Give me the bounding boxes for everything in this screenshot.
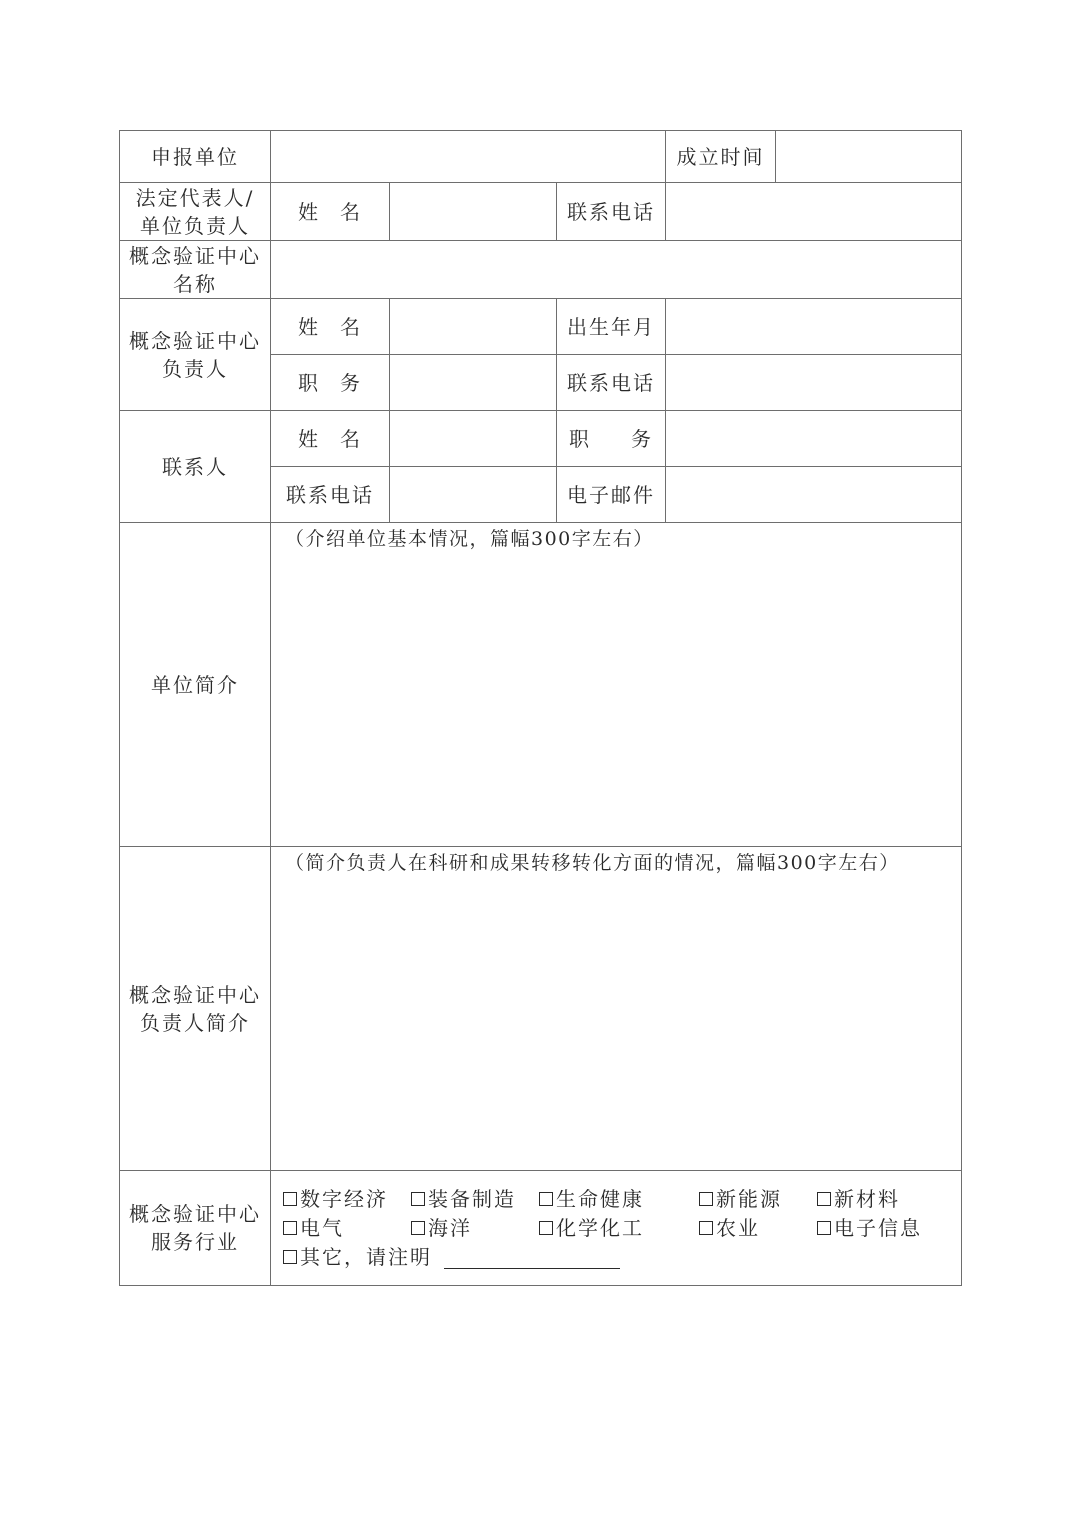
industry-checkbox-new-materials[interactable] xyxy=(817,1185,937,1213)
center-name-label xyxy=(120,241,271,299)
checkbox-icon[interactable] xyxy=(817,1221,831,1235)
industry-checkbox-life-health[interactable] xyxy=(539,1185,699,1213)
center-name-field[interactable] xyxy=(271,241,962,299)
industry-checkbox-marine[interactable] xyxy=(411,1214,539,1242)
row-applicant-unit xyxy=(120,131,962,183)
head-intro-hint: （简介负责人在科研和成果转移转化方面的情况，篇幅300字左右） xyxy=(285,852,900,874)
unit-intro-hint: （介绍单位基本情况，篇幅300字左右） xyxy=(285,528,654,550)
unit-intro-label: 单位简介 xyxy=(120,523,271,847)
checkbox-icon[interactable] xyxy=(411,1221,425,1235)
checkbox-icon[interactable] xyxy=(539,1221,553,1235)
established-time-field[interactable] xyxy=(776,131,962,183)
industry-label-line2: 服务行业 xyxy=(151,1230,239,1254)
center-head-birth-field[interactable] xyxy=(666,299,962,355)
industry-checkbox-agriculture[interactable] xyxy=(699,1214,817,1242)
row-center-name xyxy=(120,241,962,299)
applicant-unit-label: 申报单位 xyxy=(120,131,271,183)
row-center-head-1 xyxy=(120,299,962,355)
established-time-label: 成立时间 xyxy=(666,131,776,183)
checkbox-icon[interactable] xyxy=(283,1250,297,1264)
center-head-phone-label: 联系电话 xyxy=(557,355,666,411)
center-head-phone-field[interactable] xyxy=(666,355,962,411)
row-contact-1 xyxy=(120,411,962,467)
industry-option-label: 海洋 xyxy=(428,1216,472,1240)
row-head-intro xyxy=(120,847,962,1171)
legal-rep-phone-field[interactable] xyxy=(666,183,962,241)
checkbox-icon[interactable] xyxy=(817,1192,831,1206)
center-head-name-field[interactable] xyxy=(390,299,557,355)
industry-checkbox-digital-economy[interactable] xyxy=(283,1185,411,1213)
industry-option-label: 数字经济 xyxy=(300,1187,388,1211)
head-intro-label xyxy=(120,847,271,1171)
industry-other-label: 其它，请注明 xyxy=(300,1245,432,1269)
head-intro-label-line2: 负责人简介 xyxy=(140,1010,250,1035)
center-head-label-line2: 负责人 xyxy=(162,356,228,381)
head-intro-label-line1: 概念验证中心 xyxy=(129,982,261,1007)
contact-email-label: 电子邮件 xyxy=(557,467,666,523)
industry-option-label: 装备制造 xyxy=(428,1187,516,1211)
checkbox-icon[interactable] xyxy=(699,1192,713,1206)
legal-rep-phone-label: 联系电话 xyxy=(557,183,666,241)
contact-name-label xyxy=(271,411,390,467)
center-name-label-line1: 概念验证中心 xyxy=(129,243,261,268)
industry-other-input[interactable] xyxy=(444,1246,620,1269)
industry-label xyxy=(120,1171,271,1286)
legal-rep-name-field[interactable] xyxy=(390,183,557,241)
contact-phone-label: 联系电话 xyxy=(271,467,390,523)
contact-phone-field[interactable] xyxy=(390,467,557,523)
center-head-name-label-text: 姓名 xyxy=(298,314,362,339)
contact-label: 联系人 xyxy=(120,411,271,523)
industry-other-row xyxy=(283,1243,937,1271)
center-head-birth-label: 出生年月 xyxy=(557,299,666,355)
application-form-table xyxy=(119,130,962,1286)
contact-position-label xyxy=(557,411,666,467)
contact-name-field[interactable] xyxy=(390,411,557,467)
checkbox-icon[interactable] xyxy=(283,1221,297,1235)
industry-option-label: 新材料 xyxy=(834,1187,900,1211)
legal-rep-label-line1: 法定代表人/ xyxy=(135,185,255,210)
industry-option-label: 生命健康 xyxy=(556,1187,644,1211)
industry-checkbox-equipment-manufacturing[interactable] xyxy=(411,1185,539,1213)
industry-checkbox-electronic-information[interactable] xyxy=(817,1214,937,1242)
checkbox-icon[interactable] xyxy=(283,1192,297,1206)
center-head-name-label xyxy=(271,299,390,355)
row-industry xyxy=(120,1171,962,1286)
industry-option-label: 电气 xyxy=(300,1216,344,1240)
industry-options-grid xyxy=(271,1175,961,1281)
center-head-position-label xyxy=(271,355,390,411)
industry-option-label: 新能源 xyxy=(716,1187,782,1211)
industry-option-label: 化学化工 xyxy=(556,1216,644,1240)
legal-rep-name-label xyxy=(271,183,390,241)
industry-options-cell xyxy=(271,1171,962,1286)
industry-checkbox-electrical[interactable] xyxy=(283,1214,411,1242)
industry-checkbox-chemical-engineering[interactable] xyxy=(539,1214,699,1242)
legal-rep-label xyxy=(120,183,271,241)
center-name-label-line2: 名称 xyxy=(173,271,217,296)
center-head-label xyxy=(120,299,271,411)
legal-rep-label-line2: 单位负责人 xyxy=(140,213,250,238)
industry-option-label: 农业 xyxy=(716,1216,760,1240)
row-legal-rep xyxy=(120,183,962,241)
center-head-label-line1: 概念验证中心 xyxy=(129,328,261,353)
industry-checkbox-new-energy[interactable] xyxy=(699,1185,817,1213)
checkbox-icon[interactable] xyxy=(699,1221,713,1235)
contact-position-label-text: 职务 xyxy=(569,426,653,451)
contact-name-label-text: 姓名 xyxy=(298,426,362,451)
industry-option-label: 电子信息 xyxy=(834,1216,922,1240)
applicant-unit-field[interactable] xyxy=(271,131,666,183)
industry-checkbox-other[interactable] xyxy=(283,1243,432,1271)
unit-intro-field[interactable] xyxy=(271,523,962,847)
checkbox-icon[interactable] xyxy=(539,1192,553,1206)
contact-email-field[interactable] xyxy=(666,467,962,523)
center-head-position-field[interactable] xyxy=(390,355,557,411)
head-intro-field[interactable] xyxy=(271,847,962,1171)
center-head-position-label-text: 职务 xyxy=(298,370,362,395)
checkbox-icon[interactable] xyxy=(411,1192,425,1206)
row-unit-intro xyxy=(120,523,962,847)
contact-position-field[interactable] xyxy=(666,411,962,467)
industry-label-line1: 概念验证中心 xyxy=(129,1202,261,1226)
legal-rep-name-label-text: 姓名 xyxy=(298,199,362,224)
